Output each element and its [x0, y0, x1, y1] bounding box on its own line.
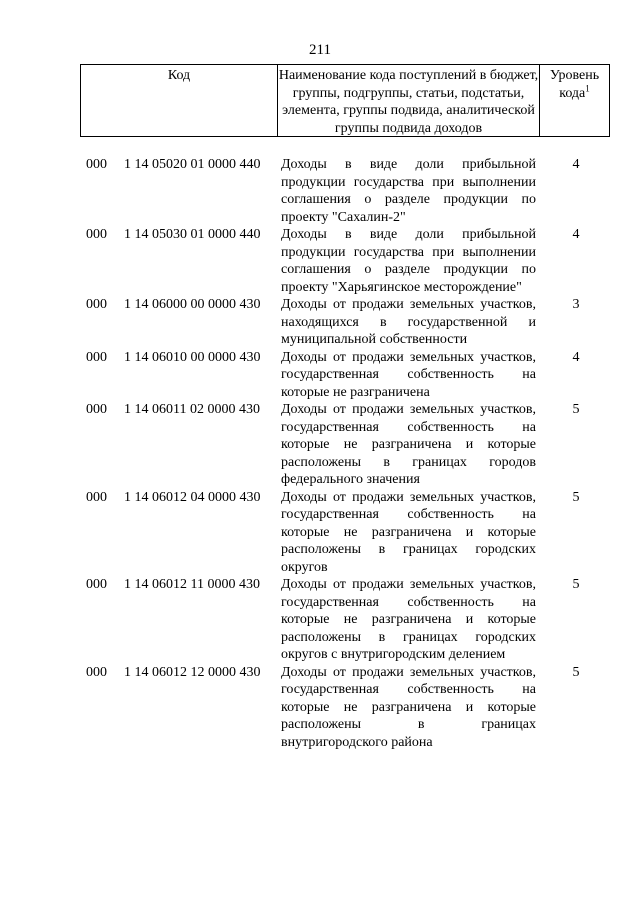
table-row — [0, 489, 640, 577]
table-row — [0, 664, 640, 752]
row-level: 5 — [572, 489, 580, 505]
row-code: 1 14 06012 04 0000 430 — [124, 489, 261, 505]
row-description: Доходы от продажи земельных участков, находящихся в государственной и муниципальной собственности — [281, 297, 536, 347]
table-row — [0, 296, 640, 349]
row-level: 5 — [572, 577, 580, 592]
table-body — [0, 156, 640, 751]
row-level: 4 — [572, 157, 580, 172]
row-code: 1 14 06000 00 0000 430 — [124, 297, 261, 312]
row-code: 1 14 05030 01 0000 440 — [124, 227, 261, 242]
row-code: 1 14 06010 00 0000 430 — [124, 349, 261, 365]
row-prefix: 000 — [86, 489, 107, 505]
row-code: 1 14 06012 12 0000 430 — [124, 664, 261, 680]
table-row — [0, 226, 640, 296]
row-code: 1 14 06011 02 0000 430 — [124, 402, 260, 417]
row-level: 3 — [572, 297, 580, 312]
table-row — [0, 401, 640, 489]
row-prefix: 000 — [86, 664, 107, 680]
row-description: Доходы от продажи земельных участков, государственная собственность на которые не разграничена и которые расположены в границах городов федерального значения — [281, 402, 536, 487]
header-level-footnote: 1 — [585, 82, 590, 93]
row-description: Доходы в виде доли прибыльной продукции государства при выполнении соглашения о разделе продукции по проекту "Сахалин-2" — [281, 157, 536, 225]
row-prefix: 000 — [86, 157, 107, 172]
row-description: Доходы от продажи земельных участков, государственная собственность на которые не разграничена — [281, 349, 536, 400]
row-level: 5 — [572, 402, 580, 417]
table-row — [0, 349, 640, 402]
row-prefix: 000 — [86, 227, 107, 242]
table-row — [0, 576, 640, 664]
header-code: Код — [167, 68, 191, 83]
row-description: Доходы от продажи земельных участков, государственная собственность на которые не разграничена и которые расположены в границах городских округов — [281, 489, 536, 575]
header-name: Наименование кода поступлений в бюджет, группы, подгруппы, статьи, подстатьи, элемента, группы подвида, аналитической группы подвида доходов — [277, 65, 539, 136]
row-level: 4 — [572, 227, 580, 242]
row-prefix: 000 — [86, 349, 107, 365]
table-header — [80, 64, 610, 137]
table-row — [0, 156, 640, 226]
row-description: Доходы от продажи земельных участков, государственная собственность на которые не разграничена и которые расположены в границах городских округов с внутригородским делением — [281, 577, 536, 662]
row-description: Доходы в виде доли прибыльной продукции государства при выполнении соглашения о разделе продукции по проекту "Харьягинское месторождение" — [281, 227, 536, 295]
row-prefix: 000 — [86, 577, 107, 592]
header-level-label: Уровень кода — [549, 68, 600, 101]
row-description: Доходы от продажи земельных участков, государственная собственность на которые не разграничена и которые расположены в границах внутригородского района — [281, 664, 536, 750]
row-level: 4 — [572, 349, 580, 365]
row-level: 5 — [572, 664, 580, 680]
row-code: 1 14 05020 01 0000 440 — [124, 157, 261, 172]
header-level — [539, 65, 609, 136]
row-prefix: 000 — [86, 402, 107, 417]
row-prefix: 000 — [86, 297, 107, 312]
page-number: 211 — [309, 42, 331, 58]
row-code: 1 14 06012 11 0000 430 — [124, 577, 260, 592]
